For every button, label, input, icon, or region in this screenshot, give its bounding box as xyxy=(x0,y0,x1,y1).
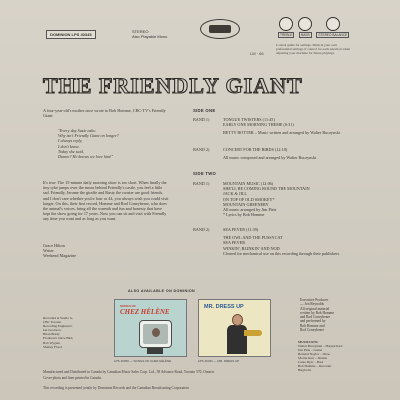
band-tracks xyxy=(223,227,363,256)
tv-screen xyxy=(143,324,168,344)
liner-intro: A four-year-old's mother once wrote to Bob Homme, CBC-TV's Friendly Giant: xyxy=(43,108,166,119)
credit-line: and Rod Coneybeare xyxy=(300,315,331,320)
track-line: WINKIN', BLINKIN' AND NOD xyxy=(223,245,280,251)
credit-line: Recording Engineers: xyxy=(43,324,73,329)
logo-emblem xyxy=(209,25,231,33)
horn-icon xyxy=(244,330,262,336)
band-number: BAND 1) xyxy=(193,117,210,122)
performer-head xyxy=(232,314,243,326)
track-line: All music composed and arranged by Walter Buczynski xyxy=(223,155,317,161)
credit-line: Hugh Orr xyxy=(298,368,312,372)
track-line: MOUNTAIN MUSIC (12:06) xyxy=(223,181,274,186)
balance-knob-icon xyxy=(326,17,340,31)
thumb-caption: LPS 40341 — MR. DRESS UP xyxy=(198,359,240,363)
signature-publication: Weekend Magazine xyxy=(43,253,77,259)
credit-line: written by Bob Homme xyxy=(300,310,335,315)
track-line: SEA FEVER (11:39) xyxy=(223,227,259,232)
quote-line: I don't know. xyxy=(58,143,80,149)
side-one-heading: SIDE ONE xyxy=(193,108,216,113)
credit-line: CBC Toronto xyxy=(43,320,62,325)
track-line: ON TOP OF OLD SMOKEY* xyxy=(223,196,275,202)
joint-presentation-note: This recording is presented jointly by Dominion Records and the Canadian Broadcasting Corporation xyxy=(43,386,189,390)
track-line: CONCERT FOR THE BIRDS (12:18) xyxy=(223,147,288,152)
band-tracks xyxy=(223,181,363,217)
track-line: JACK & JILL xyxy=(223,191,247,197)
credit-line: Bernard Naylor – Oboe xyxy=(298,352,330,356)
control-guide xyxy=(278,17,349,38)
credit-line: MUSICIANS: xyxy=(298,340,319,344)
television-icon xyxy=(139,320,172,348)
control-bass xyxy=(298,17,312,38)
track-line: MOUNTAIN GREENERY xyxy=(223,201,269,207)
credit-line: Producers: Dave Bird, xyxy=(43,336,74,341)
credit-line: Ian Jacobson xyxy=(43,328,61,333)
track-line: Cleared for mechanical use on this recording through their publishers. xyxy=(223,250,341,256)
album-thumbnail-mr-dress-up xyxy=(198,299,271,357)
control-label: TREBLE xyxy=(280,33,293,37)
album-title: THE FRIENDLY GIANT xyxy=(43,73,303,98)
credit-line: Jim Pirie – Guitar xyxy=(298,348,323,352)
stereo-label xyxy=(132,29,167,39)
liner-quote xyxy=(58,128,168,159)
track-line: SHE'LL BE COMING ROUND THE MOUNTAIN xyxy=(223,186,310,192)
liner-body: It's true. The 15-minute daily morning show is too short. When finally the tiny tyke jumps over the moon behind Friendly's castle, you feel a little sad. Friendly, Jerome the giraffe and Rusty the rooster are good friends, and I don't care whether you're four or 44, you always wish you could visit longer. On this, their first record, Homme and Rod Coneybeare, who does the animal's voices, bring all the warmth and fun and honesty that have kept the show going for 17 years. Now you can sit and visit with Friendly any time you want and as long as you want. xyxy=(43,180,169,222)
side-two-band-2 xyxy=(193,227,363,256)
control-treble xyxy=(278,17,294,38)
album-thumbnail-chez-helene xyxy=(114,299,187,357)
quote-line: I always reply, xyxy=(58,138,83,144)
credit-line: Bob Homme – Recorder xyxy=(298,364,332,368)
musician-credits xyxy=(298,340,368,372)
credit-line: Morris Kerr – Drums xyxy=(298,356,327,360)
quote-line: Today she said, xyxy=(58,148,84,154)
recording-credits xyxy=(43,316,93,349)
credit-line: All original material xyxy=(300,306,330,311)
track-line: BETTY BOTTER – Music written and arranged by Walter Buczynski xyxy=(223,130,341,136)
credit-line: Bob Wygant xyxy=(43,340,60,345)
track-line: SEA FEVER xyxy=(223,240,245,246)
thumb-big-title: MR. DRESS UP xyxy=(204,304,244,310)
credit-line: Walter Buczynski – Harpsichord xyxy=(298,344,343,348)
side-one-band-2 xyxy=(193,147,363,160)
band-number: BAND 2) xyxy=(193,227,210,232)
credit-line: — Jon Reynolds xyxy=(300,302,324,307)
print-note: Cover photo and liner printed in Canada. xyxy=(43,376,102,380)
treble-knob-icon xyxy=(279,17,293,31)
host-portrait xyxy=(152,328,160,337)
signature-role: Writer xyxy=(43,248,54,254)
credit-line: Rod Coneybeare xyxy=(300,328,325,333)
quote-line: Why isn't Friendly Giant on longer? xyxy=(58,133,119,139)
side-one-band-1 xyxy=(193,117,363,136)
band-tracks xyxy=(223,117,363,136)
also-available-heading: ALSO AVAILABLE ON DOMINION xyxy=(128,289,196,293)
tv-stand xyxy=(147,348,163,354)
control-label: STEREO BALANCE xyxy=(318,33,348,37)
band-tracks xyxy=(223,147,363,160)
credit-line: Recorded at Studio G, xyxy=(43,316,74,320)
lm-number: LM · 66 xyxy=(250,51,264,56)
thumb-big-title: CHEZ HÉLÈNE xyxy=(120,308,170,316)
quote-line: "Every day Suzie asks: xyxy=(58,128,97,133)
mono-line: Also Playable Mono xyxy=(132,34,168,39)
credit-line: Bob Homme and xyxy=(300,323,325,328)
track-line: All music arranged by Jim Pirie xyxy=(223,207,277,213)
credit-line: Executive Producer xyxy=(300,298,329,302)
side-two-heading: SIDE TWO xyxy=(193,171,217,176)
liner-signature xyxy=(43,243,163,259)
manufacturer-note: Manufactured and Distributed in Canada by Canadian Music Sales Corp. Ltd., 58 Advance Road, Toronto 570, Ontario xyxy=(43,370,215,374)
thumb-small-title: SONGS OF xyxy=(120,304,136,308)
credit-line: and performed by xyxy=(300,319,326,324)
track-line: TONGUE TWISTERS (11:45) xyxy=(223,117,275,122)
signature-name: Grace Hilton xyxy=(43,243,65,248)
producer-credits xyxy=(300,298,364,332)
band-number: BAND 2) xyxy=(193,147,210,152)
bass-knob-icon xyxy=(298,17,312,31)
side-two-band-1 xyxy=(193,181,363,217)
credit-line: Shelley Flood xyxy=(43,344,62,349)
catalog-number-label: DOMINION LPS 40345 xyxy=(46,30,96,39)
credit-line: Brian Brady xyxy=(43,332,60,337)
control-note: Control guide for settings. Mark in your own preferential settings of control for each selection when adjusting your machine for future playings. xyxy=(276,43,350,55)
credit-line: Carse Dyer – Bass xyxy=(298,360,324,364)
track-line: EARLY ONE MORNING THEME (0:31) xyxy=(223,122,294,128)
stereo-line: STEREO xyxy=(132,29,149,34)
quote-line: Dunno? He knows we love him!" xyxy=(58,154,114,160)
control-label: BASS xyxy=(301,33,310,37)
control-balance xyxy=(316,17,349,38)
thumb-caption: LPS 40350 — SONGS OF CHEZ HÉLÈNE xyxy=(114,359,172,363)
track-line: * Lyrics by Bob Homme xyxy=(223,212,265,218)
track-line: THE OWL AND THE PUSSYCAT xyxy=(223,235,283,241)
band-number: BAND 1) xyxy=(193,181,210,186)
dominion-logo xyxy=(200,19,240,39)
